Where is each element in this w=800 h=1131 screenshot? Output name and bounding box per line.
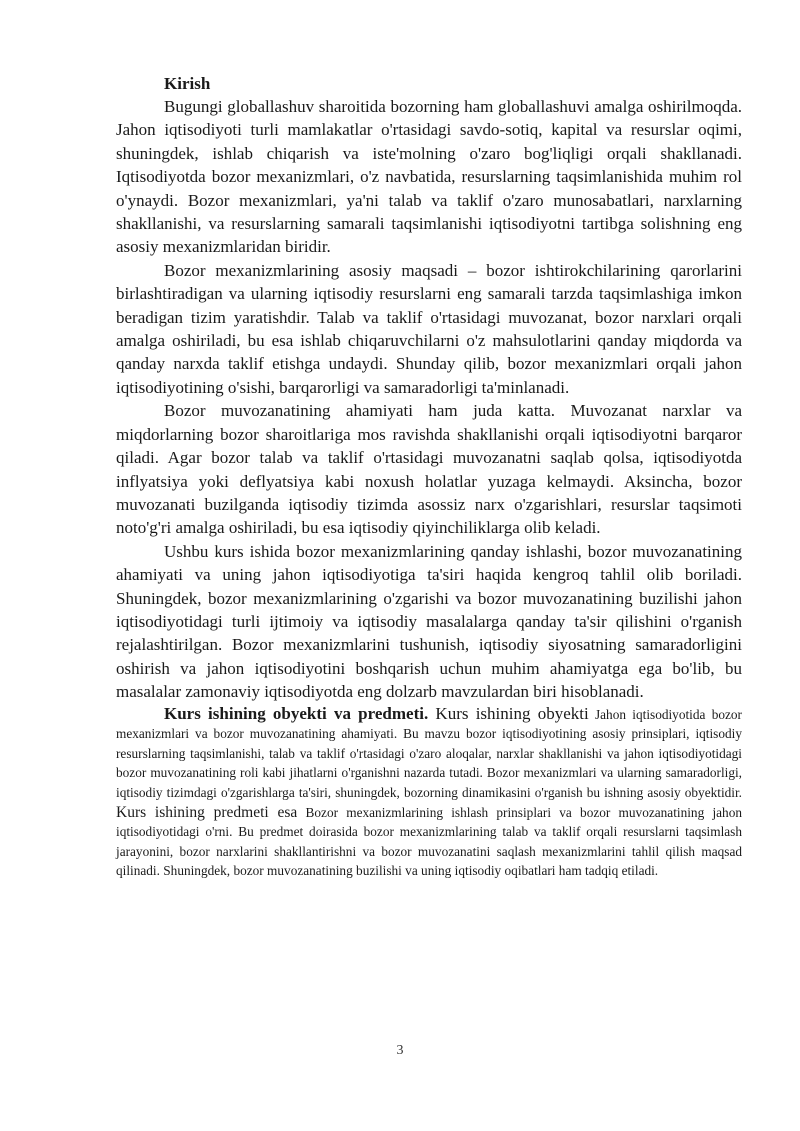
paragraph-1: Bugungi globallashuv sharoitida bozorning ham globallashuvi amalga oshirilmoqda. Jahon iqtisodiyoti turli mamlakatlar o'rtasidagi savdo-sotiq, kapital va resurslar oqimi, shuningdek, ishlab chiqarish va iste'molning o'zaro bog'liqligi orqali shakllanadi. Iqtisodiyotda bozor mexanizmlari, o'z navbatida, resurslarning taqsimlanishida muhim rol o'ynaydi. Bozor mexanizmlari, ya'ni talab va taklif o'zaro munosabatlari, narxlarning shakllanishi, va resurslarning samarali taqsimlanishi iqtisodiyotni tartibga solishning eng asosiy mexanizmlaridan biridir. xyxy=(116,97,742,257)
document-page xyxy=(116,72,742,881)
object-text: Jahon iqtisodiyotida bozor mexanizmlari va bozor muvozanatining ahamiyati. Bu mavzu bozor iqtisodiyotining asosiy prinsiplari, iqtisodiy resurslarning taqsimlanishi, talab va taklif o'rtasidagi o'zaro aloqalar, narxlar shakllanishi va jahon iqtisodiyotidagi bozor muvozanatining roli kabi jihatlarni o'rganishni nazarda tutadi. Bozor mexanizmlari va ularning samaradorligi, iqtisodiy tizimdagi o'zgarishlarga ta'siri, shuningdek, bozorning dinamikasini o'rganish bu ishning asosiy obyektidir. xyxy=(116,706,742,800)
object-lead: Kurs ishining obyekti xyxy=(428,703,589,723)
object-subject-title: Kurs ishining obyekti va predmeti. xyxy=(164,703,429,723)
object-subject-paragraph xyxy=(116,704,742,881)
paragraph-4: Ushbu kurs ishida bozor mexanizmlarining qanday ishlashi, bozor muvozanatining ahamiyati va uning jahon iqtisodiyotiga ta'siri haqida kengroq tahlil olib boriladi. Shuningdek, bozor mexanizmlarining o'zgarishi va bozor muvozanatining buzilishi jahon iqtisodiyotidagi turli ijtimoiy va iqtisodiy masalalarga qanday ta'sir qilishini o'rganish rejalashtirilgan. Bozor mexanizmlarini tushunish, iqtisodiy siyosatning samaradorligini oshirish va jahon iqtisodiyotini boshqarish uchun muhim ahamiyatga ega bo'lib, bu masalalar zamonaviy iqtisodiyotda eng dolzarb mavzulardan biri hisoblanadi. xyxy=(116,541,742,702)
subject-text: Bozor mexanizmlarining ishlash prinsiplari va bozor muvozanatining jahon iqtisodiyotidagi o'rni. Bu predmet doirasida bozor mexanizmlarining talab va taklif orqali resurslarni taqsimlash jarayonini, bozor narxlarini shakllantirishni va bozor muvozanatini saqlash mexanizmlarini tahlil qilish maqsad qilinadi. Shuningdek, bozor muvozanatining buzilishi va uning iqtisodiy oqibatlari ham tadqiq etiladi. xyxy=(116,804,742,879)
page-number: 3 xyxy=(396,1043,404,1058)
section-heading: Kirish xyxy=(164,74,211,93)
paragraph-2: Bozor mexanizmlarining asosiy maqsadi – bozor ishtirokchilarining qarorlarini birlashtiradigan va ularning iqtisodiy resurslarni eng samarali tarzda taqsimlashiga imkon beradigan tizim yaratishdir. Talab va taklif o'rtasidagi muvozanat, bozor narxlari orqali amalga oshiriladi, bu esa ishlab chiqaruvchilarni o'z mahsulotlarini qanday miqdorda va qanday narxda taklif etishga undaydi. Shunday qilib, bozor mexanizmlari orqali jahon iqtisodiyotining o'sishi, barqarorligi va samaradorligi ta'minlanadi. xyxy=(116,260,742,397)
subject-lead: Kurs ishining predmeti esa xyxy=(116,803,298,821)
paragraph-3: Bozor muvozanatining ahamiyati ham juda katta. Muvozanat narxlar va miqdorlarning bozor sharoitlariga mos ravishda shakllanishi orqali iqtisodiyotni barqaror qiladi. Agar bozor talab va taklif o'rtasidagi muvozanatni saqlab qolsa, iqtisodiyotda inflyatsiya yoki deflyatsiya kabi noxush holatlar yuzaga kelmaydi. Aksincha, bozor muvozanati buzilganda iqtisodiy tizimda asossiz narx o'zgarishlari, resurslar taqsimoti noto'g'ri amalga oshiriladi, bu esa iqtisodiy qiyinchiliklarga olib keladi. xyxy=(116,401,742,538)
